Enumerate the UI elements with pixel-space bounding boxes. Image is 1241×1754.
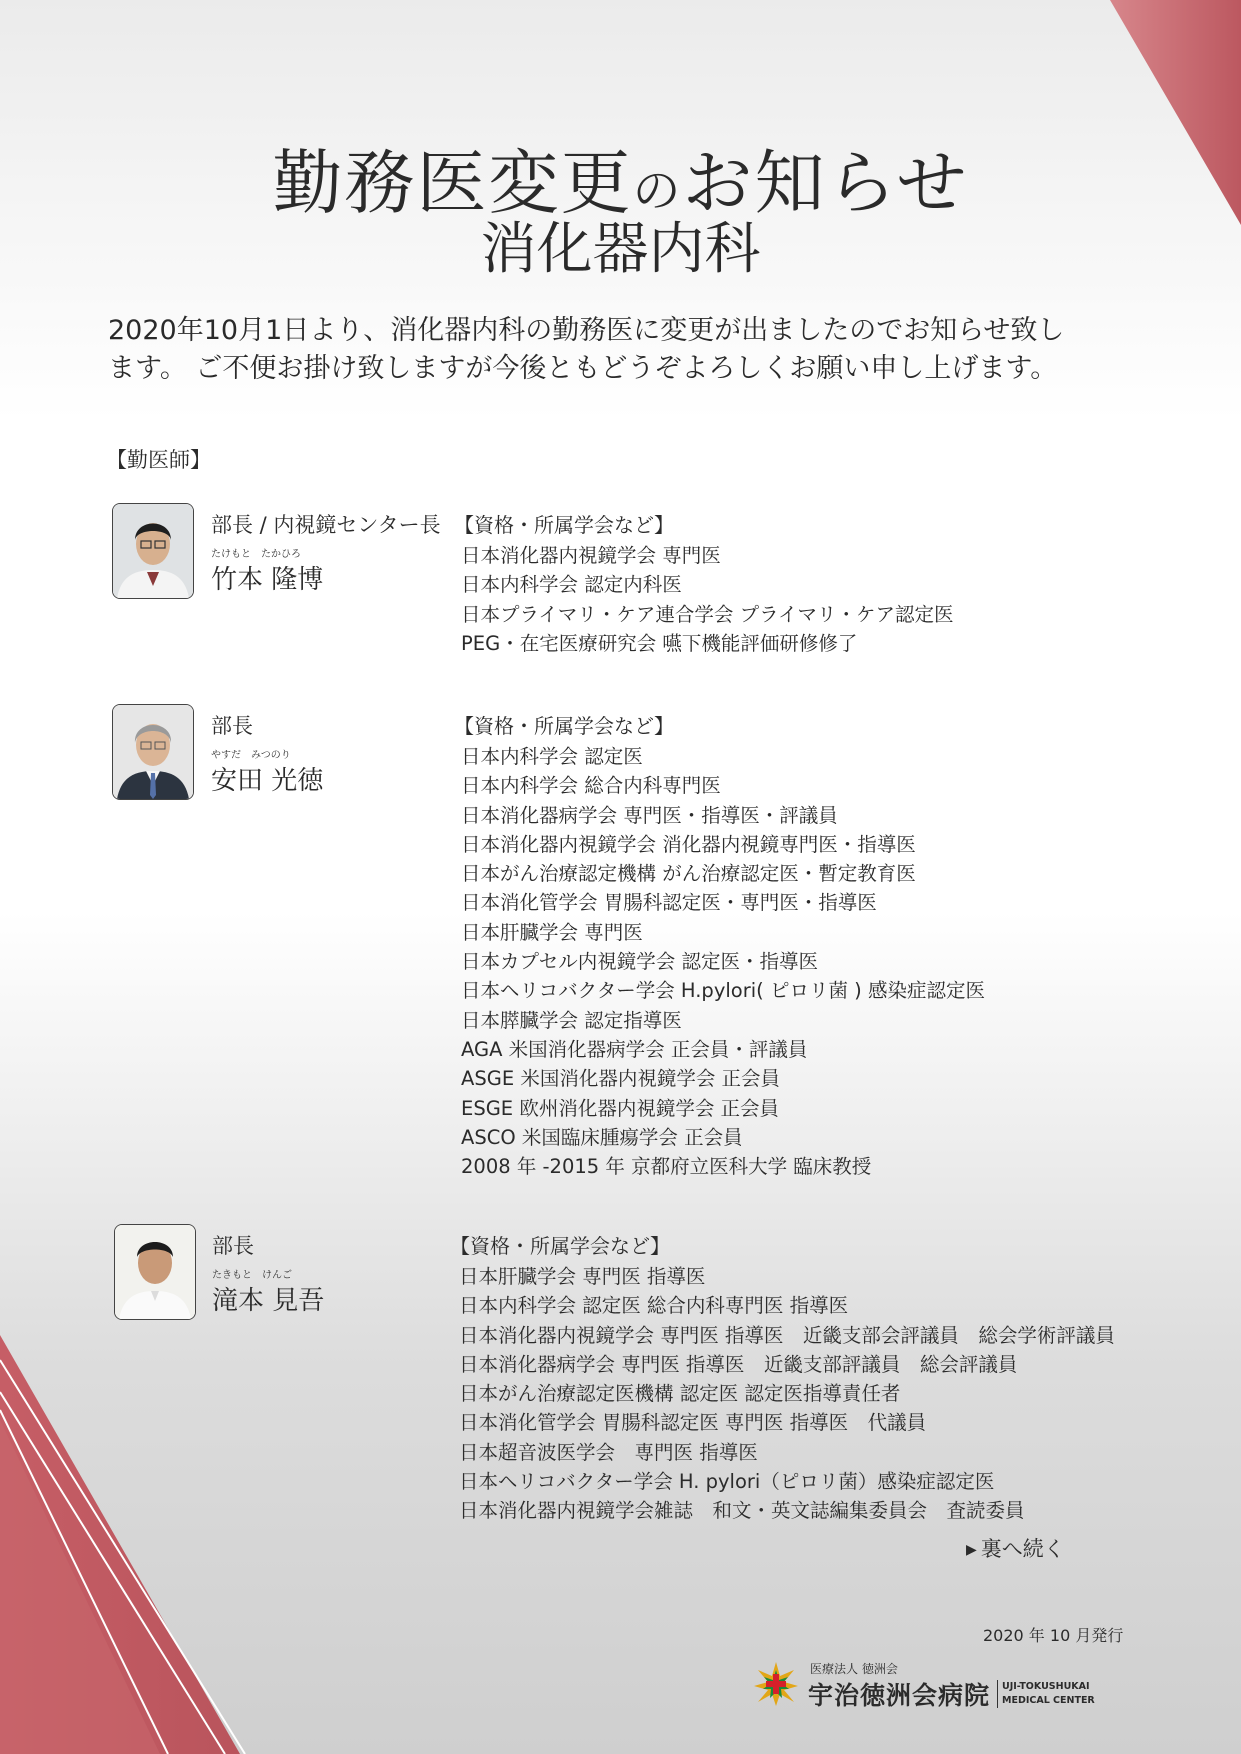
- qualification-item: 日本カプセル内視鏡学会 認定医・指導医: [461, 950, 819, 974]
- department-title: 消化器内科: [480, 217, 761, 282]
- doctor-name-reading: やすだ みつのり: [211, 750, 291, 761]
- qualification-item: PEG・在宅医療研究会 嚥下機能評価研修修了: [461, 631, 858, 655]
- qualification-item: ASCO 米国臨床腫瘍学会 正会員: [461, 1125, 743, 1149]
- qualifications-heading: 【資格・所属学会など】: [450, 1234, 670, 1258]
- section-label: 【勤医師】: [106, 448, 211, 472]
- qualification-item: 日本プライマリ・ケア連合学会 プライマリ・ケア認定医: [461, 602, 954, 626]
- qualification-item: 日本消化管学会 胃腸科認定医 専門医 指導医 代議員: [459, 1411, 927, 1435]
- qualifications-heading: 【資格・所属学会など】: [454, 714, 674, 738]
- qualifications-heading: 【資格・所属学会など】: [454, 513, 674, 537]
- doctor-role: 部長: [212, 1234, 254, 1258]
- intro-text: 2020年10月1日より、消化器内科の勤務医に変更が出ましたのでお知らせ致し ます。 ご不便お掛け致しますが今後ともどうぞよろしくお願い申し上げます。: [108, 315, 1065, 384]
- qualification-item: 日本肝臓学会 専門医: [461, 920, 643, 944]
- qualification-item: 日本消化器内視鏡学会雑誌 和文・英文誌編集委員会 査読委員: [459, 1499, 1025, 1523]
- qualification-item: 日本膵臓学会 認定指導医: [461, 1008, 682, 1032]
- triangle-right-icon: ▶: [966, 1542, 977, 1558]
- bottom-left-stripe: [0, 1335, 240, 1754]
- doctor-role: 部長: [211, 714, 253, 738]
- qualification-item: 日本肝臓学会 専門医 指導医: [459, 1265, 706, 1288]
- doctor-name: 竹本 隆博: [211, 565, 324, 595]
- qualification-item: ASGE 米国消化器内視鏡学会 正会員: [461, 1067, 781, 1091]
- qualification-item: 日本超音波医学会 専門医 指導医: [459, 1440, 758, 1464]
- qualification-item: 日本消化管学会 胃腸科認定医・専門医・指導医: [461, 891, 877, 915]
- qualification-item: 日本内科学会 総合内科専門医: [461, 774, 721, 798]
- qualification-item: 日本内科学会 認定内科医: [461, 573, 682, 597]
- doctor-name: 安田 光徳: [211, 766, 324, 796]
- doctor-photo: [112, 503, 194, 599]
- qualification-item: ESGE 欧州消化器内視鏡学会 正会員: [461, 1096, 780, 1120]
- qualification-item: 2008 年 -2015 年 京都府立医科大学 臨床教授: [461, 1155, 872, 1179]
- qualification-item: 日本内科学会 認定医 総合内科専門医 指導医: [459, 1294, 849, 1318]
- doctor-name-reading: たきもと けんご: [212, 1270, 292, 1281]
- qualification-item: 日本消化器内視鏡学会 消化器内視鏡専門医・指導医: [461, 832, 916, 856]
- qualification-item: 日本消化器内視鏡学会 専門医: [461, 544, 721, 567]
- hospital-emblem-icon: [752, 1660, 800, 1708]
- qualification-item: 日本消化器病学会 専門医・指導医・評議員: [461, 803, 838, 827]
- hospital-logo: 医療法人 徳洲会 宇治徳洲会病院 UJI-TOKUSHUKAI MEDICAL CENTER: [752, 1656, 1112, 1712]
- doctor-photo: [112, 704, 194, 800]
- qualification-item: 日本ヘリコバクター学会 H. pylori（ピロリ菌）感染症認定医: [459, 1470, 995, 1494]
- qualifications-list: [461, 541, 954, 658]
- issue-date: 2020 年 10 月発行: [983, 1626, 1124, 1645]
- qualification-item: AGA 米国消化器病学会 正会員・評議員: [461, 1037, 808, 1061]
- doctor-name-reading: たけもと たかひろ: [211, 549, 301, 560]
- qualification-item: 日本消化器病学会 専門医 指導医 近畿支部評議員 総会評議員: [459, 1352, 1018, 1376]
- qualification-item: 日本がん治療認定機構 がん治療認定医・暫定教育医: [461, 862, 916, 886]
- qualification-item: 日本内科学会 認定医: [461, 745, 643, 768]
- qualification-item: 日本がん治療認定医機構 認定医 認定医指導責任者: [459, 1382, 901, 1406]
- doctor-role: 部長 / 内視鏡センター長: [211, 513, 441, 537]
- doctor-photo: [114, 1224, 196, 1320]
- qualifications-list: [459, 1262, 1115, 1526]
- qualification-item: 日本消化器内視鏡学会 専門医 指導医 近畿支部会評議員 総会学術評議員: [459, 1323, 1115, 1347]
- qualifications-list: [461, 742, 985, 1181]
- doctor-name: 滝本 見吾: [212, 1286, 325, 1316]
- continue-on-back: ▶ 裏へ続く: [966, 1537, 1065, 1561]
- qualification-item: 日本ヘリコバクター学会 H.pylori( ピロリ菌 ) 感染症認定医: [461, 979, 985, 1003]
- page-title: 勤務医変更のお知らせ: [272, 141, 969, 224]
